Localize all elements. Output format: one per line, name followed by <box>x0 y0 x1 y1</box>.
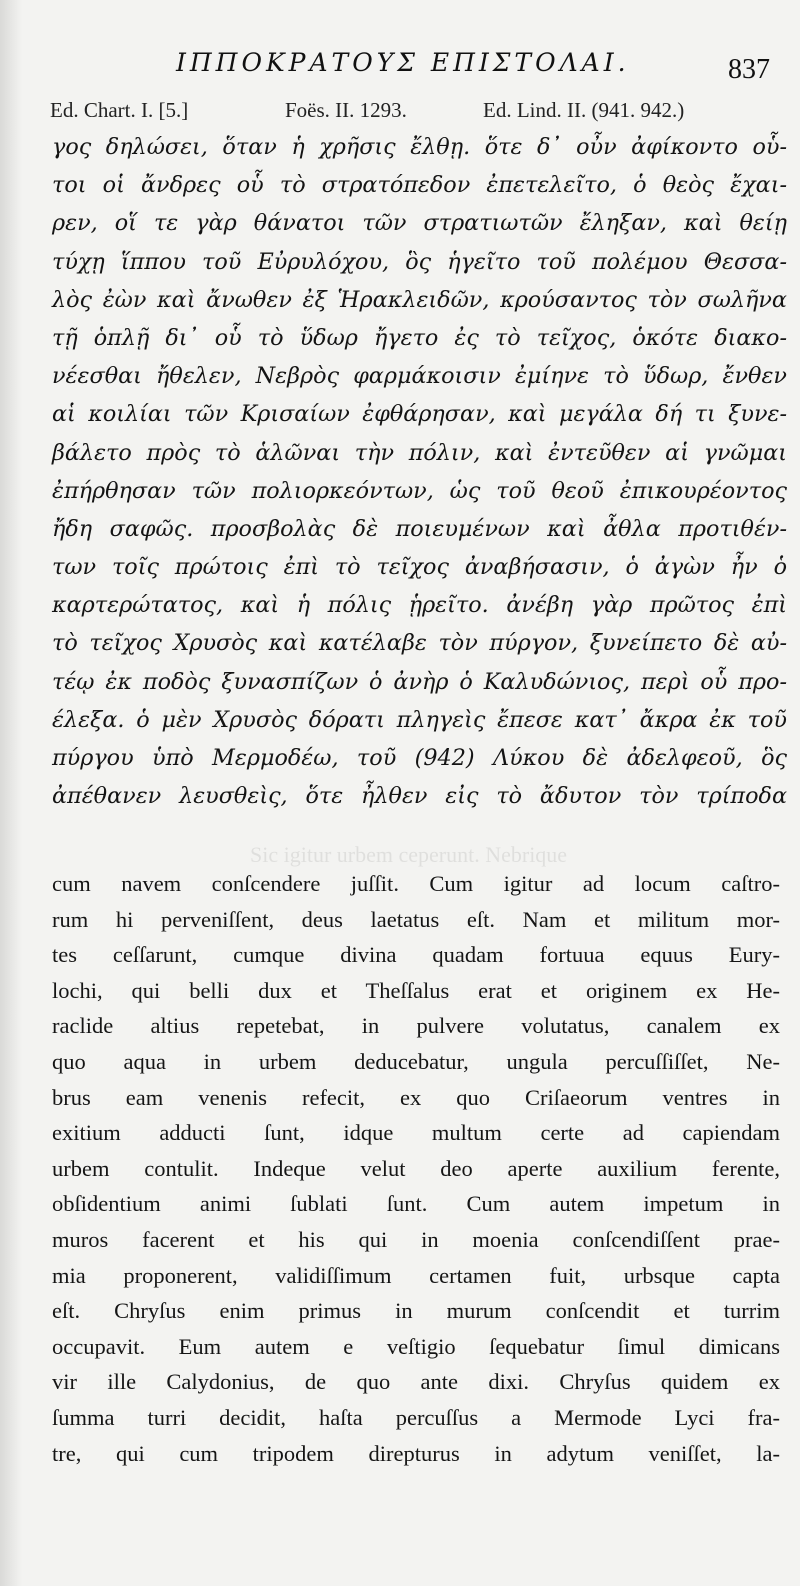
latin-text-line: lochi, qui belli dux et Theſſalus erat et originem ex He- <box>52 977 780 1003</box>
latin-text-block <box>52 866 780 1471</box>
latin-text-line: vir ille Calydonius, de quo ante dixi. Chryſus quidem ex <box>52 1369 780 1395</box>
latin-text-line: rum hi perveniſſent, deus laetatus eſt. Nam et militum mor- <box>52 906 780 932</box>
greek-text-line: τύχῃ ἵππου τοῦ Εὐρυλόχου, ὃς ἡγεῖτο τοῦ πολέμου Θεσσα- <box>52 248 787 275</box>
latin-text-line: quo aqua in urbem deducebatur, ungula percuſſiſſet, Ne- <box>52 1048 780 1074</box>
latin-text-line: tes ceſſarunt, cumque divina quadam fortuua equus Eury- <box>52 942 780 968</box>
greek-text-line: ἐπήρθησαν τῶν πολιορκεόντων, ὡς τοῦ θεοῦ ἐπικουρέοντος <box>52 477 787 504</box>
greek-text-line: νέεσθαι ἤθελεν, Νεβρὸς φαρμάκοισιν ἐμίηνε τὸ ὕδωρ, ἔνθεν <box>52 363 787 390</box>
running-title: ΙΠΠΟΚΡΑΤΟΥΣ ΕΠΙΣΤΟΛΑΙ. <box>176 48 630 77</box>
greek-text-line: καρτερώτατος, καὶ ἡ πόλις ᾑρεῖτο. ἀνέβη γὰρ πρῶτος ἐπὶ <box>52 592 787 619</box>
page-header <box>176 48 776 88</box>
greek-text-line: πύργου ὑπὸ Μερμοδέω, τοῦ (942) Λύκου δὲ ἀδελφεοῦ, ὃς <box>52 745 787 771</box>
greek-text-block <box>52 128 787 815</box>
greek-text-line: ἤδη σαφῶς. προσβολὰς δὲ ποιευμένων καὶ ἆθλα προτιθέν- <box>52 515 787 542</box>
greek-text-line: βάλετο πρὸς τὸ ἁλῶναι τὴν πόλιν, καὶ ἐντεῦθεν αἱ γνῶμαι <box>52 439 787 466</box>
latin-text-line: urbem contulit. Indeque velut deo aperte auxilium ferente, <box>52 1155 780 1181</box>
latin-text-line: muros facerent et his qui in moenia conſcendiſſent prae- <box>52 1226 780 1252</box>
latin-text-line: raclide altius repetebat, in pulvere volutatus, canalem ex <box>52 1013 780 1039</box>
greek-text-line: των τοῖς πρώτοις ἐπὶ τὸ τεῖχος ἀναβήσασιν, ὁ ἀγὼν ἦν ὁ <box>52 554 787 581</box>
page-gutter-shadow <box>0 0 22 1586</box>
greek-text-line: έλεξα. ὁ μὲν Χρυσὸς δόρατι πληγεὶς ἔπεσε κατ᾽ ἄκρα ἐκ τοῦ <box>52 706 787 733</box>
edition-ref-chart: Ed. Chart. I. [5.] <box>50 98 189 122</box>
edition-ref-foes: Foës. II. 1293. <box>285 98 407 122</box>
greek-text-line: τοι οἱ ἄνδρες οὗ τὸ στρατόπεδον ἐπετελεῖτο, ὁ θεὸς ἔχαι- <box>52 172 787 199</box>
greek-text-line: ρεν, οἵ τε γὰρ θάνατοι τῶν στρατιωτῶν ἔληξαν, καὶ θείῃ <box>52 210 787 237</box>
latin-text-line: cum navem conſcendere juſſit. Cum igitur ad locum caſtro- <box>52 871 780 896</box>
greek-text-line: τέῳ ἐκ ποδὸς ξυνασπίζων ὁ ἀνὴρ ὁ Καλυδώνιος, περὶ οὗ προ- <box>52 668 787 695</box>
greek-text-line: λὸς ἐὼν καὶ ἄνωθεν ἐξ Ἡρακλειδῶν, κρούσαντος τὸν σωλῆνα <box>52 286 787 313</box>
greek-text-line: ἀπέθανεν λευσθεὶς, ὅτε ἦλθεν εἰς τὸ ἄδυτον τὸν τρίποδα <box>52 783 787 810</box>
latin-text-line: tre, qui cum tripodem direpturus in adytum veniſſet, la- <box>52 1440 780 1466</box>
page-number: 837 <box>728 54 770 85</box>
greek-text-line: αἱ κοιλίαι τῶν Κρισαίων ἐφθάρησαν, καὶ μεγάλα δή τι ξυνε- <box>52 401 787 428</box>
latin-text-line: eſt. Chryſus enim primus in murum conſcendit et turrim <box>52 1298 780 1324</box>
latin-text-line: ſumma turri decidit, haſta percuſſus a Mermode Lyci fra- <box>52 1404 780 1430</box>
latin-text-line: exitium adducti ſunt, idque multum certe ad capiendam <box>52 1120 780 1146</box>
greek-text-line: γος δηλώσει, ὅταν ἡ χρῆσις ἔλθῃ. ὅτε δ᾽ οὖν ἀφίκοντο οὗ- <box>52 134 787 160</box>
latin-text-line: brus eam venenis refecit, ex quo Criſaeorum ventres in <box>52 1084 780 1110</box>
latin-text-line: mia proponerent, validiſſimum certamen fuit, urbsque capta <box>52 1262 780 1288</box>
edition-ref-lind: Ed. Lind. II. (941. 942.) <box>483 98 685 122</box>
greek-text-line: τῇ ὁπλῇ δι᾽ οὗ τὸ ὕδωρ ἤγετο ἐς τὸ τεῖχος, ὁκότε διακο- <box>52 324 787 351</box>
bleed-through-text: Sic igitur urbem ceperunt. Nebrique <box>250 842 568 867</box>
edition-references <box>50 98 785 128</box>
latin-text-line: obſidentium animi ſublati ſunt. Cum autem impetum in <box>52 1191 780 1217</box>
latin-text-line: occupavit. Eum autem e veſtigio ſequebatur ſimul dimicans <box>52 1333 780 1359</box>
greek-text-line: τὸ τεῖχος Χρυσὸς καὶ κατέλαβε τὸν πύργον, ξυνείπετο δὲ αὐ- <box>52 630 787 657</box>
